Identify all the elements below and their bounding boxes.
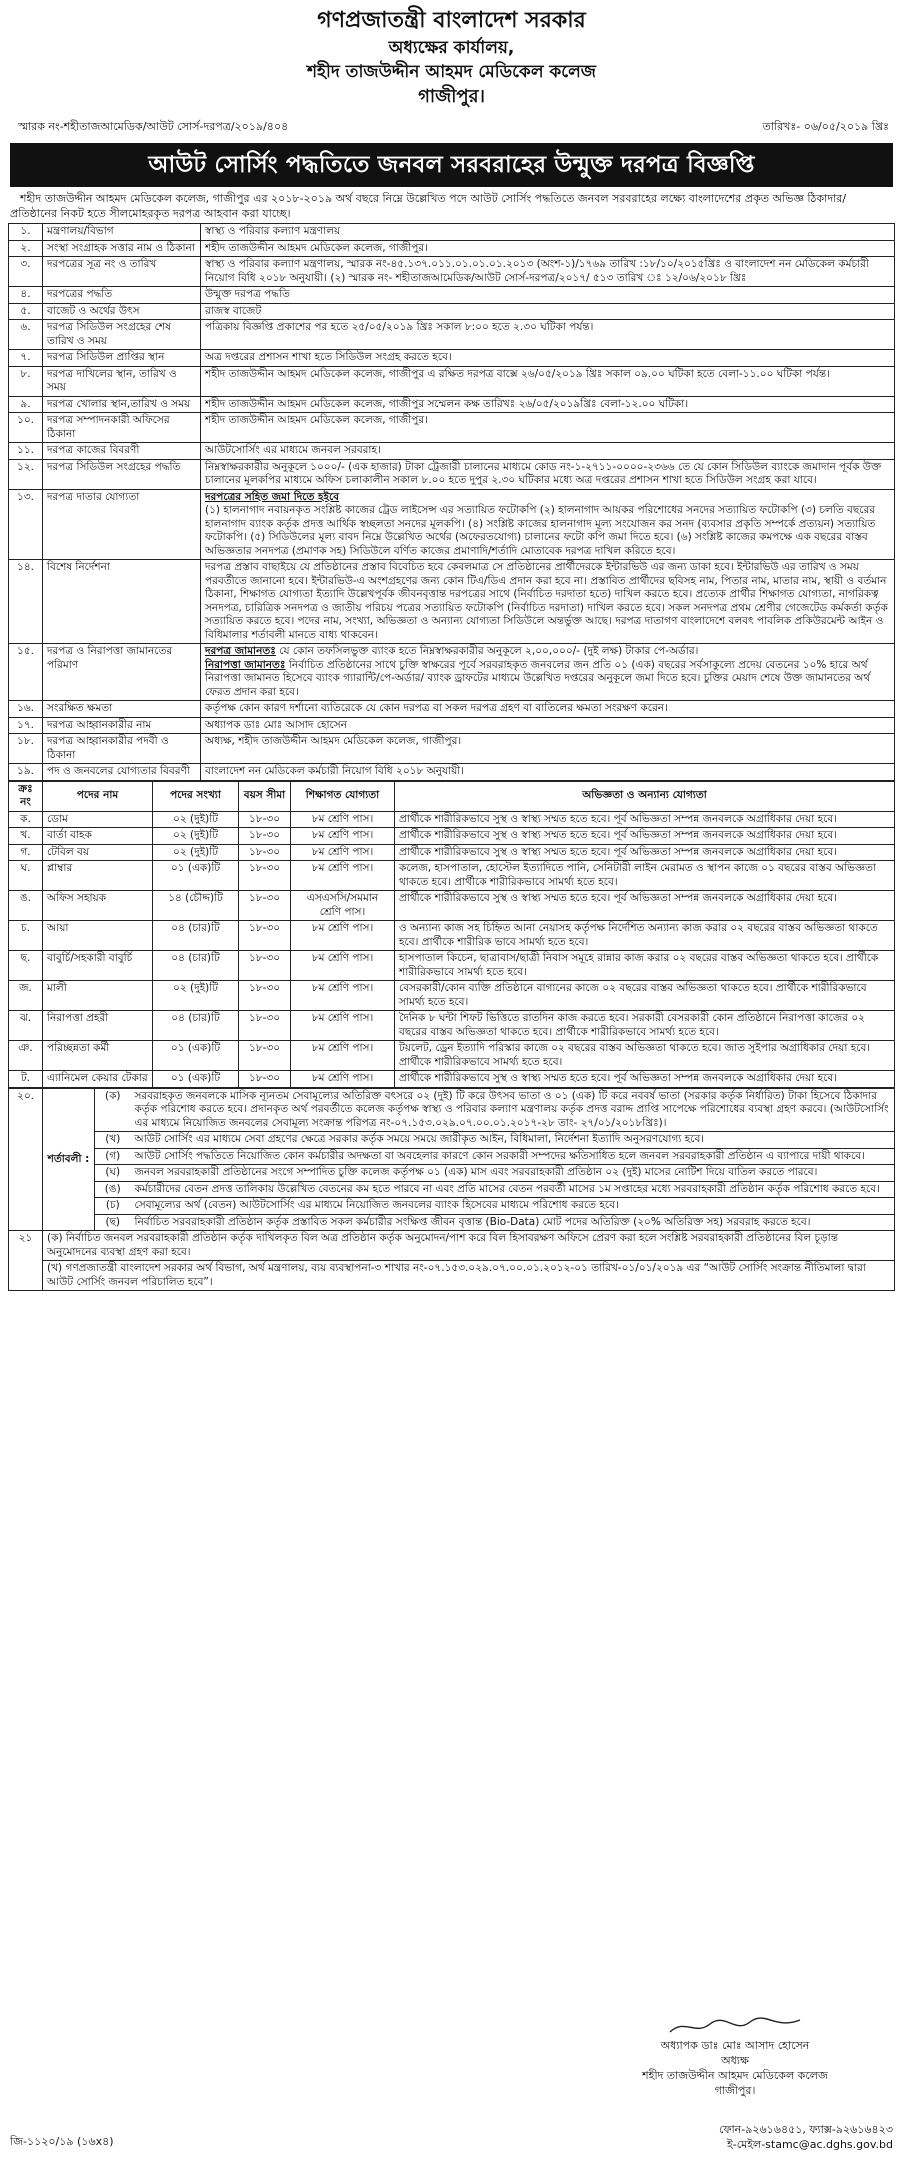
col-post-count: পদের সংখ্যা — [153, 781, 239, 811]
posts-header-row — [9, 781, 895, 811]
row-no: ২১ — [9, 1231, 43, 1291]
term-row — [9, 1165, 895, 1182]
row-no: ২. — [9, 240, 43, 257]
post-age: ১৮-৩০ — [239, 951, 291, 981]
post-name: বাবুর্চি/সহকারী বাবুর্চি — [43, 951, 153, 981]
row-label: সংরক্ষিত ক্ষমতা — [43, 701, 201, 718]
row-value: স্বাস্থ্য ও পরিবার কল্যাণ মন্ত্রণালয় — [201, 224, 895, 241]
footer — [10, 2122, 893, 2152]
post-row — [9, 844, 895, 861]
row21-body: গণপ্রজাতন্ত্রী বাংলাদেশ সরকার অর্থ বিভাগ, অর্থ মন্ত্রণালয়, ব্যয় ব্যবস্থাপনা-৩ শাখার নং-০৭.১৫৩.০২৯.০৭.০০.০১.২০১২-০১ তারিখ-০১/০১/২০১৯ এর “আউট সোর্সিং সংক্রান্ত নীতিমালা দ্বারা আউট সোর্সিং জনবল পরিচালিত হবে”। — [47, 1262, 866, 1288]
post-age: ১৮-৩০ — [239, 981, 291, 1011]
post-name: বার্তা বাহক — [43, 828, 153, 845]
email: ই-মেইল-stamc@ac.dghs.gov.bd — [727, 2138, 893, 2151]
post-age: ১৮-৩০ — [239, 861, 291, 891]
post-count: ০২ (দুই)টি — [153, 844, 239, 861]
post-experience: প্রার্থীকে শারীরিকভাবে সুস্থ ও স্বাস্থ্য সম্মত হতে হবে। পূর্ব অভিজ্ঞতা সম্পন্ন জনবলকে অগ্রাধিকার দেয়া হবে। — [395, 828, 895, 845]
row-value: কর্তৃপক্ষ কোন কারণ দর্শানো ব্যতিরেকে যে কোন দরপত্র বা সকল দরপত্র গ্রহণ বা বাতিলের ক্ষমতা সংরক্ষণ করেন। — [201, 701, 895, 718]
signatory-title: অধ্যক্ষ — [721, 2054, 749, 2067]
post-education: ৮ম শ্রেণি পাস। — [291, 921, 395, 951]
office-title: অধ্যক্ষের কার্যালয়, — [388, 38, 515, 58]
signatory-name: অধ্যাপক ডাঃ মোঃ আসাদ হোসেন — [660, 2039, 810, 2052]
col-education: শিক্ষাগত যোগ্যতা — [291, 781, 395, 811]
post-row — [9, 981, 895, 1011]
row21-item — [9, 1231, 895, 1261]
row-15 — [9, 644, 895, 701]
contact-info — [719, 2122, 893, 2152]
post-age: ১৮-৩০ — [239, 891, 291, 921]
post-age: ১৮-৩০ — [239, 828, 291, 845]
row-value — [201, 644, 895, 701]
post-row — [9, 951, 895, 981]
row-value: শহীদ তাজউদ্দীন আহমদ মেডিকেল কলেজ, গাজীপুর এ রক্ষিত দরপত্র বাক্সে ২৬/০৫/২০১৯ খ্রিঃ সকাল ০৯.০০ ঘটিকা হতে বেলা-১১.০০ ঘটিকা পর্যন্ত। — [201, 366, 895, 396]
post-serial: জ. — [9, 981, 43, 1011]
post-row — [9, 811, 895, 828]
post-count: ০১ (এক)টি — [153, 861, 239, 891]
performance-security-text: নির্বাচিত প্রতিষ্ঠানের সাথে চুক্তি স্বাক্ষরের পূর্বে সরবরাহকৃত জনবলের জন প্রতি ০১ (এক) বছরের সর্বসাকুল্যে প্রদেয় বেতনের ১০% হারে অর্থ নিরাপত্তা জামানত হিসেবে ব্যাংক গ্যারান্টি/পে-অর্ডার/ ব্যাংক ড্রাফটের মাধ্যমে উল্লেখিত দপ্তরের অনুকূলে জমা দিতে হবে। চুক্তির মেয়াদ শেষে উক্ত জামানতের অর্থ ফেরত প্রদান করা হবে। — [205, 658, 871, 698]
performance-security-heading: নিরাপত্তা জামানতঃ — [205, 658, 286, 671]
term-key: (গ) — [95, 1148, 131, 1165]
col-post-name: পদের নাম — [43, 781, 153, 811]
post-name: মালী — [43, 981, 153, 1011]
post-experience: দৈনিক ৮ ঘন্টা শিফট ভিত্তিতে রাতদিন কাজ করতে হবে। সরকারী বেসরকারী কোন প্রতিষ্ঠানে নিরাপত্তা কাজের ০২ বছরের বাস্তব অভিজ্ঞতা থাকতে হবে। প্রার্থীকে শারীরিকভাবে সামর্থ্য হতে হবে। — [395, 1011, 895, 1041]
intro-paragraph: শহীদ তাজউদ্দীন আহমদ মেডিকেল কলেজ, গাজীপুর এর ২০১৮-২০১৯ অর্থ বছরে নিম্নে উল্লেখিত পদে আউট সোর্সিং পদ্ধতিতে জনবল সরবরাহের লক্ষ্যে বাংলাদেশের প্রকৃত অভিজ্ঞ ঠিকাদার/প্রতিষ্ঠানের নিকট হতে সীলমোহরকৃত দরপত্র আহবান করা যাচ্ছে। — [10, 192, 847, 220]
term-row — [9, 1088, 895, 1132]
info-row — [9, 224, 895, 241]
row-value: অধ্যক্ষ, শহীদ তাজউদ্দীন আহমদ মেডিকেল কলেজ, গাজীপুর। — [201, 734, 895, 764]
post-count: ০৪ (চার)টি — [153, 1011, 239, 1041]
row-no: ৯. — [9, 396, 43, 413]
post-row — [9, 828, 895, 845]
row-label: দরপত্র সিডিউল প্রাপ্তির স্থান — [43, 350, 201, 367]
post-experience: ও অন্যান্য কাজ সহ চিহ্নিত আনা নেয়াসহ কর্তৃপক্ষ নির্দেশিত অন্যান্য কাজ করার ০২ বছরের বাস্তব অভিজ্ঞতা থাকতে হবে। প্রার্থীকে শারীরিক ভাবে সামর্থ্য হতে হবে। — [395, 921, 895, 951]
row13-text: (১) হালনাগাদ নবায়নকৃত সংশ্লিষ্ট কাজের ট্রেড লাইসেন্স এর সত্যায়িত ফটোকপি (২) হালনাগাদ আয়কর পরিশোধের সনদের সত্যায়িত ফটোকপি (৩) চলতি বছরের হালনাগাদ ব্যাংক কর্তৃক প্রদত্ত আর্থিক স্বচ্ছলতা সনদের মূলকপি। (৪) সংশ্লিষ্ট কাজের হালনাগাদ মূল্য সংযোজন কর সনদ (ব্যবসার প্রকৃতি সম্পর্কে প্রত্যয়ন) সত্যায়িত ফটোকপি। (৫) সিডিউলের মূল্য বাবদ নিম্নে উল্লেখিত অর্থের (অফেরতযোগ্য) চালানের ফটো কপি জমা দিতে হবে। (৬) সংশ্লিষ্ট কাজের কমপক্ষে এক বছরের বাস্তব অভিজ্ঞতার সনদপত্র (প্রমাণক সহ) সিডিউলে বর্ণিত কাজের প্রমাণাদি/শর্তাদি মোতাবেক দরপত্র দাখিল করিতে হবে। — [205, 504, 876, 557]
post-row — [9, 1041, 895, 1071]
post-experience: প্রার্থীকে শারীরিকভাবে সুস্থ ও স্বাস্থ্য সম্মত হতে হবে। পূর্ব অভিজ্ঞতা সম্পন্ন জনবলকে অগ্রাধিকার দেয়া হবে। — [395, 1071, 895, 1088]
row-no: ২০. — [9, 1088, 43, 1231]
row-no: ৫. — [9, 303, 43, 320]
post-count: ০৪ (চার)টি — [153, 921, 239, 951]
government-title: গণপ্রজাতন্ত্রী বাংলাদেশ সরকার — [317, 8, 586, 33]
row-value: শহীদ তাজউদ্দীন আহমদ মেডিকেল কলেজ, গাজীপুর। — [201, 240, 895, 257]
memo-reference: স্মারক নং-শহীতাজআমেডিক/আউট সোর্স-দরপত্র/২০১৯/৪০৪ — [18, 120, 289, 133]
row-value: অত্র দপ্তরের প্রশাসন শাখা হতে সিডিউল সংগ্রহ করতে হবে। — [201, 350, 895, 367]
row-value: বাংলাদেশ নন মেডিকেল কর্মচারী নিয়োগ বিধি ২০১৮ অনুযায়ী। — [201, 764, 895, 781]
post-education: ৮ম শ্রেণি পাস। — [291, 1041, 395, 1071]
post-serial: ঝ. — [9, 1011, 43, 1041]
info-row — [9, 734, 895, 764]
phone-fax: ফোন-৯২৬১৬৪৫১, ফ্যাক্স-৯২৬১৬৪২৩ — [718, 2123, 893, 2136]
term-key: (খ) — [95, 1132, 131, 1149]
row21-text — [43, 1261, 895, 1291]
row-label: মন্ত্রণালয়/বিভাগ — [43, 224, 201, 241]
row-label: দরপত্র সম্পাদনকারী অফিসের ঠিকানা — [43, 413, 201, 443]
post-serial: চ. — [9, 921, 43, 951]
post-age: ১৮-৩০ — [239, 1071, 291, 1088]
row-no: ৩. — [9, 257, 43, 287]
row-label: দরপত্র আহ্বানকারীর নাম — [43, 717, 201, 734]
term-key: (ঘ) — [95, 1165, 131, 1182]
post-age: ১৮-৩০ — [239, 921, 291, 951]
info-row — [9, 303, 895, 320]
row-no: ১৩. — [9, 489, 43, 560]
row21-text — [43, 1231, 895, 1261]
info-row — [9, 320, 895, 350]
info-row — [9, 701, 895, 718]
row-label: পদ ও জনবলের যোগ্যতার বিবরণী — [43, 764, 201, 781]
row-value: অধ্যাপক ডাঃ মোঃ আসাদ হোসেন — [201, 717, 895, 734]
post-count: ১৪ (চৌদ্দ)টি — [153, 891, 239, 921]
post-row — [9, 921, 895, 951]
post-education: ৮ম শ্রেণি পাস। — [291, 1011, 395, 1041]
print-code: জি-১১২০/১৯ (১৬x৪) — [10, 2135, 114, 2148]
post-row — [9, 1011, 895, 1041]
row-no: ১৮. — [9, 734, 43, 764]
city-name: গাজীপুর। — [418, 86, 485, 107]
term-key: (চ) — [95, 1198, 131, 1215]
row-label: দরপত্র দাখিলের স্থান, তারিখ ও সময় — [43, 366, 201, 396]
row-value: রাজস্ব বাজেট — [201, 303, 895, 320]
tender-info-table — [8, 223, 895, 781]
row-no: ১৯. — [9, 764, 43, 781]
post-serial: ঞ. — [9, 1041, 43, 1071]
post-serial: ট. — [9, 1071, 43, 1088]
info-row — [9, 459, 895, 489]
term-row — [9, 1198, 895, 1215]
info-row — [9, 764, 895, 781]
post-serial: ঘ. — [9, 861, 43, 891]
post-serial: ক. — [9, 811, 43, 828]
row-label: দরপত্র খোলার স্থান,তারিখ ও সময় — [43, 396, 201, 413]
post-age: ১৮-৩০ — [239, 1011, 291, 1041]
row-no: ৬. — [9, 320, 43, 350]
row-no: ১৬. — [9, 701, 43, 718]
row21-key: (খ) — [47, 1262, 63, 1274]
memo-line — [18, 118, 889, 137]
row-no: ৪. — [9, 287, 43, 304]
post-experience: প্রার্থীকে শারীরিকভাবে সুস্থ ও স্বাস্থ্য সম্মত হতে হবে। পূর্ব অভিজ্ঞতা সম্পন্ন জনবলকে অগ্রাধিকার দেয়া হবে। — [395, 811, 895, 828]
post-name: টেবিল বয় — [43, 844, 153, 861]
row-no: ৮. — [9, 366, 43, 396]
post-experience: হাসপাতাল কিচেন, ছাত্রাবাস/ছাত্রী নিবাস সমূহে রান্নার কাজ করার ০২ বছরের বাস্তব অভিজ্ঞতা থাকতে হবে। প্রার্থীকে শারীরিকভাবে সামর্থ্য হতে হবে। — [395, 951, 895, 981]
post-experience: প্রার্থীকে শারীরিকভাবে সুস্থ ও স্বাস্থ্য সম্মত হতে হবে। পূর্ব অভিজ্ঞতা সম্পন্ন জনবলকে অগ্রাধিকার দেয়া হবে। — [395, 844, 895, 861]
row-no: ৭. — [9, 350, 43, 367]
term-text: জনবল সরবরাহকারী প্রতিষ্ঠানের সংগে সম্পাদিত চুক্তি কলেজ কর্তৃপক্ষ ০১ (এক) মাস এবং সরবরাহকারী প্রতিষ্ঠান ০২ (দুই) মাসের নোটিশ দিয়ে বাতিল করতে পারবে। — [131, 1165, 895, 1182]
bid-security-text: যে কোন তফসিলভুক্ত ব্যাংক হতে নিম্নস্বাক্ষরকারীর অনুকূলে ২,০০,০০০/- (দুই লক্ষ) টাকার পে-অর্ডার। — [279, 645, 699, 657]
row-label: দরপত্র আহ্বানকারীর পদবী ও ঠিকানা — [43, 734, 201, 764]
info-row — [9, 413, 895, 443]
post-row — [9, 1071, 895, 1088]
post-age: ১৮-৩০ — [239, 1041, 291, 1071]
row-label: দরপত্রের পদ্ধতি — [43, 287, 201, 304]
term-key: (ঙ) — [95, 1181, 131, 1198]
row-label: বাজেট ও অর্থের উৎস — [43, 303, 201, 320]
col-serial: ক্রঃ নং — [9, 781, 43, 811]
row-label: দরপত্র সিডিউল সংগ্রহের শেষ তারিখ ও সময় — [43, 320, 201, 350]
memo-date: তারিখঃ- ০৬/০৫/২০১৯ খ্রিঃ — [762, 120, 889, 133]
term-row — [9, 1148, 895, 1165]
row-value: নিম্নস্বাক্ষরকারীর অনুকূলে ১০০০/- (এক হাজার) টাকা ট্রেজারী চালানের মাধ্যমে কোড নং-১-২৭১১-০০০০-২৩৬৬ তে যে কোন সিডিউল ব্যাংকে জমাদান পূর্বক উক্ত চালানের মূলকপির মাধ্যমে অফিস চলাকালীন সকাল ৮.০০ হতে দুপুর ২.৩০ ঘটিকার মধ্যে অত্র দপ্তরের প্রশাসন শাখা হতে সিডিউল সংগ্রহ করা যাবে। — [201, 459, 895, 489]
post-experience: টয়লেট, ড্রেন ইত্যাদি পরিস্কার কাজে ০২ বছরের বাস্তব অভিজ্ঞতা থাকতে হবে। জাত সুইপার অগ্রাধিকার দেয়া হবে। প্রার্থীকে শারীরিকভাবে সামর্থ্য হতে হবে। — [395, 1041, 895, 1071]
tender-notice-page — [8, 6, 895, 2166]
post-count: ০৪ (চার)টি — [153, 951, 239, 981]
row13-heading: দরপত্রের সহিত জমা দিতে হইবে — [205, 490, 340, 503]
post-name: পরিচ্ছন্নতা কর্মী — [43, 1041, 153, 1071]
post-education: এসএসসি/সমমান শ্রেণি পাস। — [291, 891, 395, 921]
post-count: ০১ (এক)টি — [153, 1071, 239, 1088]
row-no: ১৭. — [9, 717, 43, 734]
row-label: দরপত্র দাতার যোগ্যতা — [43, 489, 201, 560]
post-education: ৮ম শ্রেণি পাস। — [291, 1071, 395, 1088]
row-label: দরপত্র সিডিউল সংগ্রহের পদ্ধতি — [43, 459, 201, 489]
post-education: ৮ম শ্রেণি পাস। — [291, 861, 395, 891]
post-count: ০২ (দুই)টি — [153, 981, 239, 1011]
post-name: এ্যানিমেল কেয়ার টেকার — [43, 1071, 153, 1088]
term-row — [9, 1132, 895, 1149]
post-experience: বেসরকারী/কোন ব্যক্তি প্রতিষ্ঠানে বাগানের কাজে ০২ বছরের বাস্তব অভিজ্ঞতা থাকতে হবে। প্রার্থীকে শারীরিকভাবে সামর্থ্য হতে হবে। — [395, 981, 895, 1011]
notice-banner: আউট সোর্সিং পদ্ধতিতে জনবল সরবরাহের উন্মুক্ত দরপত্র বিজ্ঞপ্তি — [10, 143, 893, 187]
post-education: ৮ম শ্রেণি পাস। — [291, 844, 395, 861]
post-age: ১৮-৩০ — [239, 844, 291, 861]
row-label: দরপত্র ও নিরাপত্তা জামানতের পরিমাণ — [43, 644, 201, 701]
row-label: শর্তাবলী : — [43, 1088, 95, 1231]
row-no: ১২. — [9, 459, 43, 489]
col-age: বয়স সীমা — [239, 781, 291, 811]
row-label: সংস্থা সংগ্রাহক সত্তার নাম ও ঠিকানা — [43, 240, 201, 257]
post-experience: কলেজ, হাসপাতাল, হোস্টেল ইত্যাদিতে পানি, সেনিটারী লাইন মেরামত ও স্থাপন কাজে ০১ বছরের বাস্তব অভিজ্ঞতা থাকতে হবে। প্রার্থীকে শারীরিকভাবে সামর্থ্য হতে হবে। — [395, 861, 895, 891]
post-name: প্লাম্বার — [43, 861, 153, 891]
row-14 — [9, 560, 895, 644]
row-value: উন্মুক্ত দরপত্র পদ্ধতি — [201, 287, 895, 304]
signatory-place: গাজীপুর। — [714, 2084, 756, 2097]
row-value: শহীদ তাজউদ্দীন আহমদ মেডিকেল কলেজ, গাজীপুর সম্মেলন কক্ষ তারিখঃ ২৬/০৫/২০১৯খ্রিঃ বেলা-১২.০০ ঘটিকা। — [201, 396, 895, 413]
signature-block — [595, 2016, 875, 2098]
terms-table — [8, 1088, 895, 1292]
post-count: ০২ (দুই)টি — [153, 811, 239, 828]
row21-key: (ক) — [47, 1232, 63, 1244]
post-education: ৮ম শ্রেণি পাস। — [291, 811, 395, 828]
info-row — [9, 257, 895, 287]
info-row — [9, 240, 895, 257]
term-text: আউট সোর্সিং এর মাধ্যমে সেবা গ্রহণের ক্ষেত্রে সরকার কর্তৃক সময়ে সময়ে জারীকৃত আইন, বিধিমালা, নির্দেশনা ইত্যাদি অনুসরণযোগ্য হবে। — [131, 1132, 895, 1149]
post-name: আয়া — [43, 921, 153, 951]
post-education: ৮ম শ্রেণি পাস। — [291, 828, 395, 845]
info-row — [9, 396, 895, 413]
signature-scribble — [635, 2016, 835, 2038]
college-name: শহীদ তাজউদ্দীন আহমদ মেডিকেল কলেজ — [306, 62, 597, 82]
signatory-org: শহীদ তাজউদ্দীন আহমদ মেডিকেল কলেজ — [642, 2069, 828, 2082]
post-education: ৮ম শ্রেণি পাস। — [291, 951, 395, 981]
row-value: শহীদ তাজউদ্দীন আহমদ মেডিকেল কলেজ, গাজীপুর। — [201, 413, 895, 443]
info-row — [9, 717, 895, 734]
row-value: স্বাস্থ্য ও পরিবার কল্যাণ মন্ত্রণালয়, স্মারক নং-৪৫.১৩৭.০১১.০১.০১.০১.২০১৩ (অংশ-১)/১৭৬৯ তারিখ :১৮/১০/২০১৫খ্রিঃ ও বাংলাদেশ নন মেডিকেল কর্মচারী নিয়োগ বিধি ২০১৮ অনুযায়ী। (২) স্মারক নং- শহীতাজআমেডিক/আউট সোর্স-দরপত্র/২০১৭/ ৫১৩ তারিখ ঃ ১২/০৬/২০১৮ খ্রিঃ — [201, 257, 895, 287]
info-row — [9, 366, 895, 396]
post-serial: গ. — [9, 844, 43, 861]
post-count: ০২ (দুই)টি — [153, 828, 239, 845]
row-no: ১৪. — [9, 560, 43, 644]
header — [8, 6, 895, 110]
row-no: ১০. — [9, 413, 43, 443]
post-name: নিরাপত্তা প্রহরী — [43, 1011, 153, 1041]
row-label: দরপত্রের সূত্র নং ও তারিখ — [43, 257, 201, 287]
term-text: সেবামূল্যের অর্থ (বেতন) আউটসোর্সিং এর মাধ্যমে নিয়োজিত জনবলের ব্যাংক হিসেবের মাধ্যমে পরিশোধ করতে হবে। — [131, 1198, 895, 1215]
post-experience: প্রার্থীকে শারীরিকভাবে সুস্থ ও স্বাস্থ্য সম্মত হতে হবে। পূর্ব অভিজ্ঞতা সম্পন্ন জনবলকে অগ্রাধিকার দেয়া হবে। — [395, 891, 895, 921]
post-row — [9, 891, 895, 921]
row-no: ১১. — [9, 443, 43, 460]
term-row — [9, 1181, 895, 1198]
row-13 — [9, 489, 895, 560]
row-label: বিশেষ নির্দেশনা — [43, 560, 201, 644]
term-key: (ছ) — [95, 1214, 131, 1231]
term-text: আউট সোর্সিং পদ্ধতিতে নিয়োজিত কোন কর্মচারীর অদক্ষতা বা অবহেলার কারণে কোন সরকারী সম্পদের ক্ষতিসাধিত হলে জনবল সরবরাহকারী প্রতিষ্ঠান এ ব্যাপারে দায়ী থাকবে। — [131, 1148, 895, 1165]
row-value: আউটসোর্সিং এর মাধ্যমে জনবল সরবরাহ। — [201, 443, 895, 460]
term-row — [9, 1214, 895, 1231]
info-row — [9, 350, 895, 367]
col-experience: অভিজ্ঞতা ও অন্যান্য যোগ্যতা — [395, 781, 895, 811]
row21-body: নির্বাচিত জনবল সরবরাহকারী প্রতিষ্ঠান কর্তৃক দাখিলকৃত বিল অত্র প্রতিষ্ঠান কর্তৃক অনুমোদন/পাশ করে বিল হিসাবরক্ষণ অফিসে প্রেরণ করা হলে সংশ্লিষ্ট সরবরাহকারী প্রতিষ্ঠানের বিল চূড়ান্ত অনুমোদনের ব্যবস্থা গ্রহণ করা হবে। — [47, 1232, 838, 1258]
post-count: ০১ (এক)টি — [153, 1041, 239, 1071]
row-value — [201, 489, 895, 560]
term-text: কর্মচারীদের বেতন প্রদত্ত তালিকায় উল্লেখিত বেতনের কম হতে পারবে না এবং প্রতি মাসের বেতন পরবর্তী মাসের ১ম সপ্তাহের মধ্যে সরবরাহকারী প্রতিষ্ঠান কর্তৃক পরিশোধ করতে হবে। — [131, 1181, 895, 1198]
post-name: অফিস সহায়ক — [43, 891, 153, 921]
post-serial: ঙ. — [9, 891, 43, 921]
post-age: ১৮-৩০ — [239, 811, 291, 828]
term-text: সরবরাহকৃত জনবলকে মাসিক ন্যূনতম সেবামূল্যের অতিরিক্ত বৎসরে ০২ (দুই) টি করে উৎসব ভাতা ও ০১ (এক) টি করে নববর্ষ ভাতা (সরকার কর্তৃক নির্ধারিত) টাকা হিসেবে ঠিকাদার কর্তৃক পরিশোধ করতে হবে। প্রদানকৃত অর্থ পরবর্তীতে কলেজ কর্তৃপক্ষ স্বাস্থ্য ও পরিবার কল্যাণ মন্ত্রণালয় কর্তৃক প্রদত্ত বরাদ্দ প্রাপ্তি সাপেক্ষে পরিশোধের ব্যবস্থা গ্রহণ করবে। (আউটসোর্সিং এর মাধ্যমে নিয়োজিত জনবলের সেবামূল্য সংক্রান্ত পরিপত্র নং-০৭.১৫৩.০২৯.০৭.০০.০১.২০১৭-২৮ তাং- ২৭/০১/২০১৮খ্রিঃ)। — [131, 1088, 895, 1132]
post-row — [9, 861, 895, 891]
term-text: নির্বাচিত সরবরাহকারী প্রতিষ্ঠান কর্তৃক প্রস্তাবিত সকল কর্মচারীর সংক্ষিপ্ত জীবন বৃত্তান্ত (Bio-Data) মোট পদের অতিরিক্ত (২০% অতিরিক্ত সহ) সরবরাহ করতে হবে। — [131, 1214, 895, 1231]
post-serial: খ. — [9, 828, 43, 845]
row-value: পত্রিকায় বিজ্ঞপ্তি প্রকাশের পর হতে ২৫/০৫/২০১৯ খ্রিঃ সকাল ৮:০০ হতে ২.৩০ ঘটিকা পর্যন্ত। — [201, 320, 895, 350]
post-education: ৮ম শ্রেণি পাস। — [291, 981, 395, 1011]
posts-table — [8, 781, 895, 1088]
term-key: (ক) — [95, 1088, 131, 1132]
row-value: দরপত্র প্রস্তাব বাছাইয়ে যে প্রতিষ্ঠানের প্রস্তাব বিবেচিত হবে কেবলমাত্র সে প্রতিষ্ঠানের প্রার্থীদেরকে ইন্টারভিউ এর জন্য ডাকা হবে। ইন্টারভিউ এর তারিখ ও সময় পরবর্তীতে জানানো হবে। ইন্টারভিউ-এ অংশগ্রহণের জন্য কোন টিএ/ডিএ প্রদান করা হবে না। প্রস্তাবিত প্রার্থীদের ছবিসহ নাম, পিতার নাম, মাতার নাম, স্থায়ী ও বর্তমান ঠিকানা, শিক্ষাগত যোগ্যতা ইত্যাদি উল্লেখপূর্বক জীবনবৃত্তান্ত দরপত্রের সাথে (নির্বাচিত দরদাতা হতে) দাখিল করতে হবে। প্রত্যেক প্রার্থীর শিক্ষাগত যোগ্যতা, নাগরিকত্ব সনদপত্র, চারিত্রিক সনদপত্র ও জাতীয় পরিচয় পত্রের সত্যায়িত ফটোকপি (নির্বাচিত দরদাতা) দাখিল করতে হবে। সকল সনদপত্র প্রথম শ্রেণীর গেজেটেড কর্মকর্তা কর্তৃক সত্যায়িত করতে হবে। পদের নাম, সংখ্যা, অভিজ্ঞতা ও অন্যান্য যোগ্যতা সিডিউলে অন্তর্ভুক্ত আছে। দরপত্র দাতাগণ বাংলাদেশে বলবৎ পাবলিক প্রকিউরমেন্ট আইন ও বিধিমালার শর্তাবলী মানতে বাধ্য থাকবেন। — [201, 560, 895, 644]
post-serial: ছ. — [9, 951, 43, 981]
row-no: ১৫. — [9, 644, 43, 701]
info-row — [9, 443, 895, 460]
row21-item — [9, 1261, 895, 1291]
post-name: ডোম — [43, 811, 153, 828]
row-no: ১. — [9, 224, 43, 241]
bid-security-heading: দরপত্র জামানতঃ — [205, 645, 276, 657]
info-row — [9, 287, 895, 304]
row-label: দরপত্র কাজের বিবরণী — [43, 443, 201, 460]
